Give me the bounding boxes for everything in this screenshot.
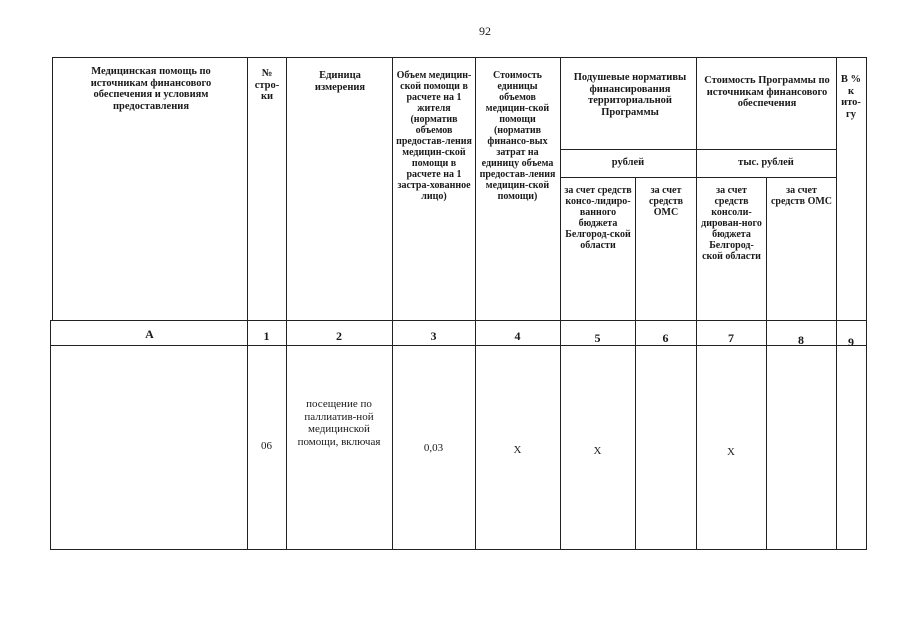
col-divider-1 <box>247 57 248 550</box>
page-number: 92 <box>479 24 491 38</box>
table-border-top <box>52 57 867 58</box>
header-program-oms: за счет средств ОМС <box>770 185 833 207</box>
row-06-number: 06 <box>261 440 272 452</box>
numbering-2: 2 <box>336 329 342 343</box>
table-border-bottom <box>50 549 867 550</box>
header-row-number: № стро-ки <box>254 68 280 102</box>
row-06-cost: Х <box>513 444 522 456</box>
rule-unit-bottom <box>560 177 836 178</box>
col-divider-7 <box>696 57 697 550</box>
table-border-left-lower <box>50 320 51 550</box>
col-divider-2 <box>286 57 287 550</box>
header-per-capita-group: Подушевые нормативы финансирования территориальной Программы <box>573 72 687 118</box>
header-program-budget: за счет средств консоли-дирован-ного бюджета Белгород-ской области <box>701 185 762 262</box>
header-program-unit: тыс. рублей <box>738 157 794 168</box>
header-unit: Единица измерения <box>314 70 366 93</box>
table-border-left <box>52 57 53 321</box>
row-06-program-budget: Х <box>727 446 735 458</box>
numbering-a: А <box>145 327 154 341</box>
row-06-unit: посещение по паллиатив-ной медицинской помощи, включая <box>297 398 381 448</box>
col-divider-5 <box>560 57 561 550</box>
rule-numbering-top <box>50 320 867 321</box>
table-border-right <box>866 57 867 550</box>
header-per-capita-budget: за счет средств консо-лидиро-ванного бюджета Белгород-ской области <box>564 185 632 251</box>
numbering-8: 8 <box>798 333 804 347</box>
header-per-capita-oms: за счет средств ОМС <box>648 185 684 218</box>
row-06-volume: 0,03 <box>423 442 444 454</box>
col-divider-6 <box>635 177 636 550</box>
header-percent: В % к ито-гу <box>840 74 862 120</box>
header-program-group: Стоимость Программы по источникам финансового обеспечения <box>704 75 830 109</box>
col-divider-4 <box>475 57 476 550</box>
numbering-7: 7 <box>728 331 734 345</box>
numbering-5: 5 <box>594 331 601 345</box>
col-divider-9 <box>836 57 837 550</box>
header-unit-cost: Стоимость единицы объемов медицин-ской помощи (норматив финансо-вых затрат на единицу объема предостав-ления медицин-ской помощи) <box>479 70 556 202</box>
numbering-6: 6 <box>662 331 669 345</box>
header-volume: Объем медицин-ской помощи в расчете на 1 жителя (норматив объемов предостав-ления медицин-ской помощи в расчете на 1 застра-хованное лицо) <box>396 70 472 202</box>
col-divider-3 <box>392 57 393 550</box>
numbering-9: 9 <box>848 335 854 349</box>
numbering-4: 4 <box>514 329 521 343</box>
header-care-type: Медицинская помощь по источникам финансового обеспечения и условиям предоставления <box>90 66 212 112</box>
header-per-capita-unit: рублей <box>611 157 645 168</box>
row-06-per-capita-budget: Х <box>593 445 602 457</box>
numbering-3: 3 <box>430 329 437 343</box>
col-divider-8 <box>766 177 767 550</box>
numbering-1: 1 <box>263 329 270 343</box>
rule-unit-top <box>560 149 836 150</box>
